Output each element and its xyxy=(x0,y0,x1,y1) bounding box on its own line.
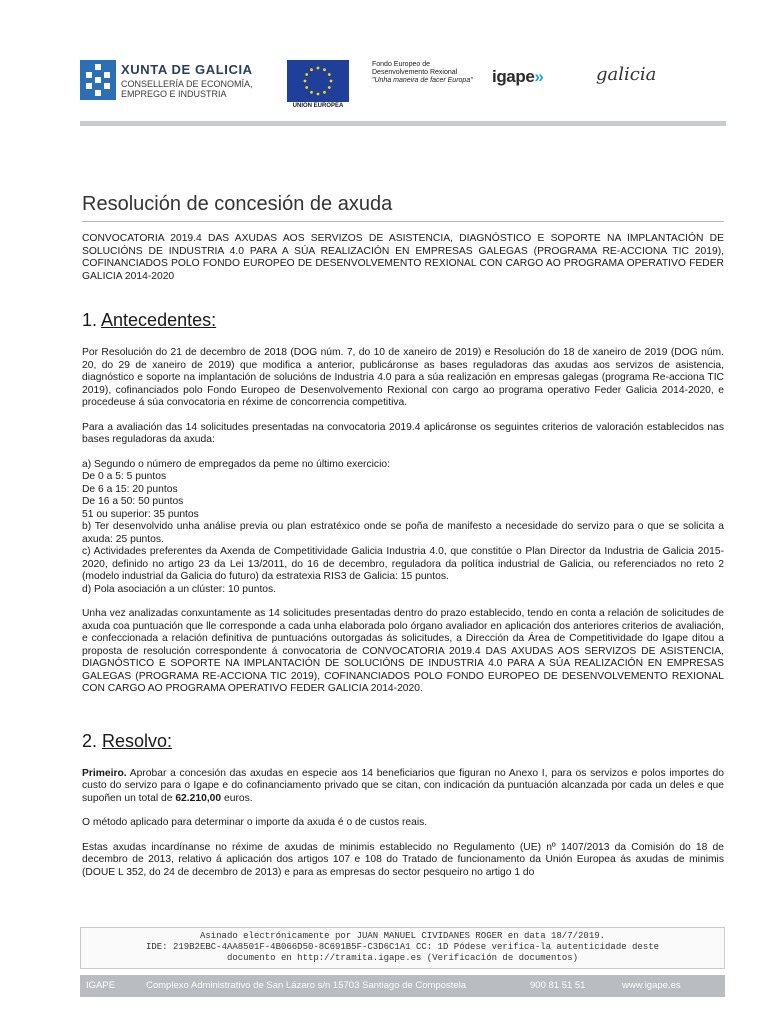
page-footer xyxy=(80,975,725,997)
paragraph-method: O método aplicado para determinar o importe da axuda é o de custos reais. xyxy=(82,817,428,828)
feder-line2: Desenvolvemento Rexional xyxy=(372,69,458,76)
paragraph-proposal: Unha vez analizadas conxuntamente as 14 solicitudes presentadas dentro do prazo establecido, tendo en conta a relación de solicitudes de axuda coa puntuación que lle corresponde a cada unha elaborada polo órgano avaliador en aplicación dos anteriores criterios de avaliación, e confeccionada a relación definitiva de puntuacións outorgadas ás solicitudes, a Dirección da Área de Competitividade do Igape ditou a proposta de resolución correspondente á convocatoria de CONVOCATORIA 2019.4 DAS AXUDAS AOS SERVIZOS DE ASISTENCIA, DIAGNÓSTICO E SOPORTE NA IMPLANTACIÓN DE SOLUCIÓNS DE INDUSTRIA 4.0 PARA A SÚA REALIZACIÓN EN EMPRESAS GALEGAS (PROGRAMA RE-ACCIONA TIC 2019), COFINANCIADOS POLO FONDO EUROPEO DE DESENVOLVEMENTO REXIONAL CON CARGO AO PROGRAMA OPERATIVO FEDER GALICIA 2014-2020. xyxy=(82,608,724,694)
xunta-logo-icon xyxy=(80,60,116,100)
criterion-item: De 16 a 50: 50 puntos xyxy=(82,496,184,507)
section-1-number: 1. xyxy=(82,310,98,330)
paragraph-evaluation: Para a avaliación das 14 solicitudes presentadas na convocatoria 2019.4 aplicáronse os seguintes criterios de valoración establecidos nas bases reguladoras da axuda: xyxy=(82,421,724,445)
criterion-item: c) Actividades preferentes da Axenda de Competitividade Galicia Industria 4.0, que constitúe o Plan Director da Industria de Galicia 2015-2020, definido no artigo 23 da Lei 13/2011, do 16 de decembro, reguladora da política industrial de Galicia, ou referenciados no reto 2 (modelo industrial da Galicia do futuro) da estratexia RIS3 de Galicia: 15 puntos. xyxy=(82,546,724,582)
section-1-title: Antecedentes: xyxy=(101,310,217,330)
footer-phone: 900 81 51 51 xyxy=(530,980,586,991)
igape-arrows-icon: » xyxy=(534,67,544,86)
primeiro-text-a: Aprobar a concesión das axudas en especie aos 14 beneficiarios que figuran no Anexo I, para os servizos e polos importes do custo do servizo para o Igape e do cofinanciamento privado que se citan, con indicación da puntuación alcanzada por cada un deles e que supoñen un total de xyxy=(82,767,724,804)
criterion-item: a) Segundo o número de empregados da peme no último exercicio: xyxy=(82,458,390,470)
footer-address: Complexo Administrativo de San Lázaro s/n 15703 Santiago de Compostela xyxy=(146,980,467,991)
eu-flag-icon xyxy=(287,60,349,102)
igape-word: igape xyxy=(492,67,535,86)
criterion-item: De 6 a 15: 20 puntos xyxy=(82,483,178,495)
document-title: Resolución de concesión de axuda xyxy=(82,193,393,215)
feder-motto: "Unha maneira de facer Europa" xyxy=(372,77,473,84)
section-1-heading xyxy=(82,309,724,331)
signature-line: documento en http://tramita.igape.es (Verificación de documentos) xyxy=(226,953,579,963)
criterion-item: De 0 a 5: 5 puntos xyxy=(82,471,167,482)
footer-web[interactable]: www.igape.es xyxy=(622,980,681,991)
header-divider xyxy=(80,121,726,126)
primeiro-lead: Primeiro. xyxy=(82,767,127,779)
electronic-signature-box xyxy=(80,927,725,969)
section-2-heading xyxy=(82,730,724,752)
total-amount: 62.210,00 xyxy=(175,792,222,804)
signature-line: Asinado electrónicamente por JUAN MANUEL CIVIDANES ROGER en data 18/7/2019. xyxy=(199,931,606,941)
paragraph-primeiro xyxy=(82,768,724,806)
title-divider xyxy=(82,221,724,222)
primeiro-text-b: euros. xyxy=(221,792,253,804)
page-header xyxy=(0,0,770,125)
criterion-item: d) Pola asociación a un clúster: 10 puntos. xyxy=(82,583,277,595)
feder-line1: Fondo Europeo de xyxy=(372,61,430,68)
xunta-name: XUNTA DE GALICIA xyxy=(121,62,253,77)
xunta-brand xyxy=(121,62,253,99)
paragraph-minimis: Estas axudas incardínanse no réxime de axudas de minimis establecido no Regulamento (UE) nº 1407/2013 da Comisión do 18 de decembro de 2013, relativo á aplicación dos artigos 107 e 108 do Tratado de funcionamento da Unión Europea ás axudas de minimis (DOUE L 352, do 24 de decembro de 2013) e para as empresas do sector pesqueiro no artigo 1 do xyxy=(82,841,724,878)
section-2-title: Resolvo: xyxy=(102,730,173,751)
criterion-item: 51 ou superior: 35 puntos xyxy=(82,508,199,520)
galicia-logo: galicia xyxy=(596,64,657,85)
criterion-item: b) Ter desenvolvido unha análise previa ou plan estratéxico onde se poña de manifesto a necesidade do servizo para o que se solicita a axuda: 25 puntos. xyxy=(82,521,724,545)
xunta-dept-line2: EMPREGO E INDUSTRIA xyxy=(121,89,227,99)
xunta-dept-line1: CONSELLERÍA DE ECONOMÍA, xyxy=(121,79,253,89)
section-2-number: 2. xyxy=(82,730,98,751)
footer-org: IGAPE xyxy=(86,980,116,991)
paragraph-resolution: Por Resolución do 21 de decembro de 2018 (DOG núm. 7, do 10 de xaneiro de 2019) e Resolución do 18 de xaneiro de 2019 (DOG núm. 20, do 29 de xaneiro de 2019) que modifica a anterior, publicáronse as bases reguladoras das axudas aos servizos de asistencia, diagnóstico e soporte na implantación de solucións de Industria 4.0 para a súa realización en empresas galegas (programa Re-acciona TIC 2019), cofinanciados polo Fondo Europeo de Desenvolvemento Rexional con cargo ao programa operativo Feder Galicia 2014-2020, e procedeuse á súa convocatoria en réxime de concorrencia competitiva. xyxy=(82,347,724,408)
convocatoria-heading: CONVOCATORIA 2019.4 DAS AXUDAS AOS SERVIZOS DE ASISTENCIA, DIAGNÓSTICO E SOPORTE NA IMPLANTACIÓN DE SOLUCIÓNS DE INDUSTRIA 4.0 PARA A SÚA REALIZACIÓN EN EMPRESAS GALEGAS (PROGRAMA RE-ACCIONA TIC 2019), COFINANCIADOS POLO FONDO EUROPEO DE DESENVOLVEMENTO REXIONAL CON CARGO AO PROGRAMA OPERATIVO FEDER GALICIA 2014-2020 xyxy=(82,233,724,282)
document-body xyxy=(82,192,724,891)
feder-logo-text xyxy=(372,61,473,85)
criteria-list xyxy=(82,459,724,597)
signature-line: IDE: 219B2EBC-4AA8501F-4B066D50-8C691B5F-C3D6C1A1 CC: 1D Pódese verifica-la autenticidade deste xyxy=(145,942,660,952)
eu-label: UNIÓN EUROPEA xyxy=(292,103,344,109)
igape-logo xyxy=(492,67,543,87)
